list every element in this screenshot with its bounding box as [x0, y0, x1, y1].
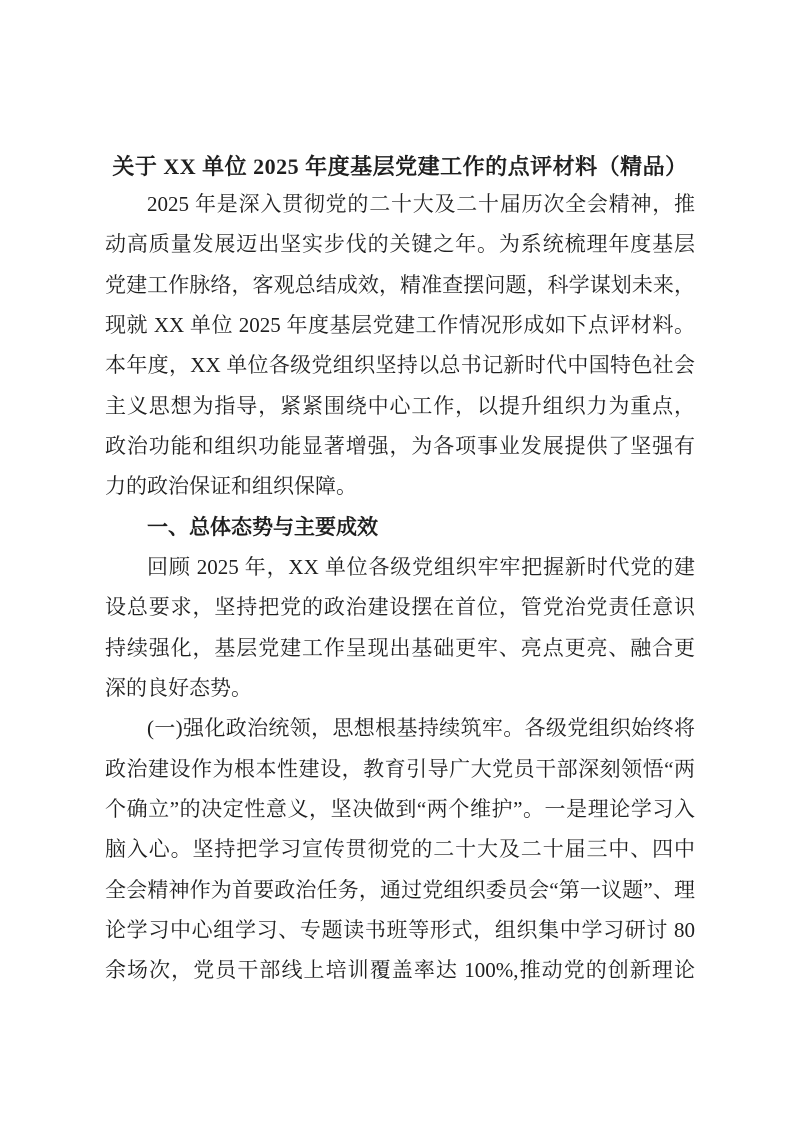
paragraph-line: 动高质量发展迈出坚实步伐的关键之年。为系统梳理年度基层: [105, 232, 695, 257]
paragraph-line: 个确立”的决定性意义，坚决做到“两个维护”。一是理论学习入: [105, 796, 695, 821]
paragraph-line: 党建工作脉络，客观总结成效，精准查摆问题，科学谋划未来，: [105, 272, 695, 297]
paragraph-line: 余场次，党员干部线上培训覆盖率达 100%,推动党的创新理论: [105, 958, 695, 983]
paragraph-line: 政治建设作为根本性建设，教育引导广大党员干部深刻领悟“两: [105, 756, 695, 781]
paragraph-line: 主义思想为指导，紧紧围绕中心工作，以提升组织力为重点，: [105, 393, 695, 418]
paragraph-line: 论学习中心组学习、专题读书班等形式，组织集中学习研讨 80: [105, 917, 695, 942]
document-content: [105, 150, 695, 991]
paragraph-line: 本年度，XX 单位各级党组织坚持以总书记新时代中国特色社会: [105, 353, 695, 378]
paragraph-line: (一)强化政治统领，思想根基持续筑牢。各级党组织始终将: [147, 716, 695, 741]
paragraph-line: 设总要求，坚持把党的政治建设摆在首位，管党治党责任意识: [105, 595, 695, 620]
paragraph-line: 2025 年是深入贯彻党的二十大及二十届历次全会精神，推: [147, 192, 695, 216]
paragraph-line: 持续强化，基层党建工作呈现出基础更牢、亮点更亮、融合更: [105, 635, 695, 660]
paragraph-line: 回顾 2025 年，XX 单位各级党组织牢牢把握新时代党的建: [147, 554, 695, 579]
paragraph-line: 全会精神作为首要政治任务，通过党组织委员会“第一议题”、理: [105, 877, 695, 902]
paragraph-line: 脑入心。坚持把学习宣传贯彻党的二十大及二十届三中、四中: [105, 837, 695, 862]
paragraph-line: 政治功能和组织功能显著增强，为各项事业发展提供了坚强有: [105, 433, 695, 458]
document-title: 关于 XX 单位 2025 年度基层党建工作的点评材料（精品）: [112, 154, 688, 179]
paragraph-line: 力的政治保证和组织保障。: [105, 474, 357, 499]
section-heading-line: 一、总体态势与主要成效: [147, 514, 378, 539]
paragraph-line: 深的良好态势。: [105, 675, 252, 700]
paragraph-line: 现就 XX 单位 2025 年度基层党建工作情况形成如下点评材料。: [105, 312, 695, 337]
document-body: [105, 184, 695, 991]
